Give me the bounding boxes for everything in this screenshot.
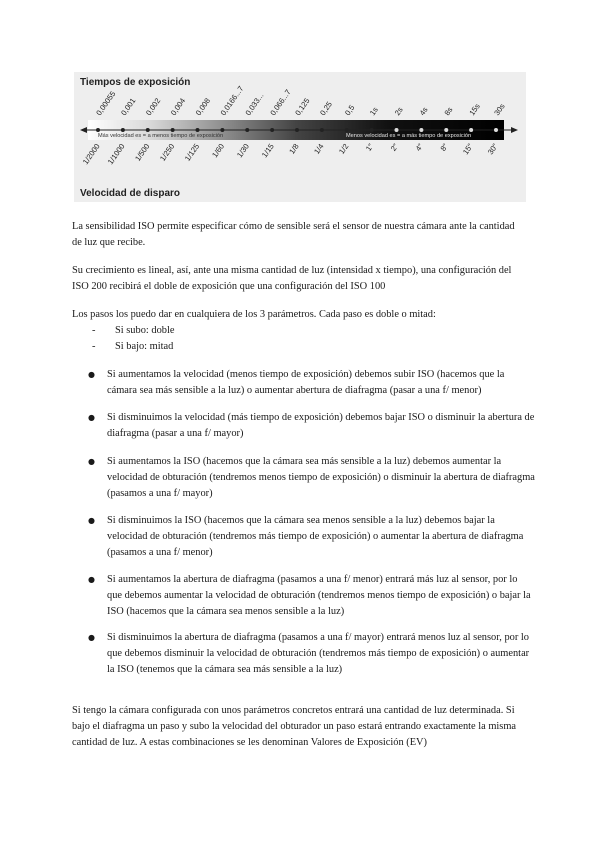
figure-title-top: Tiempos de exposición [80,77,191,88]
band-label-left: Más velocidad es = a menos tiempo de exposición [98,133,224,139]
exposure-time-label: 0,0166...7 [218,84,246,118]
axis-marker [270,128,274,132]
axis-marker [196,128,200,132]
exposure-time-labels [94,84,507,117]
exposure-time-label: 0,001 [119,96,138,118]
bullet-text: Si aumentamos la ISO (hacemos que la cámara sea más sensible a la luz) debemos aumentar la velocidad de obturación (tendremos menos tiempo de exposición) o disminuir la abertura de diafragma (pasamos a una f/ mayor) [107,456,535,499]
dash-item-text: Si subo: doble [115,325,175,336]
exposure-time-label: 0,004 [168,96,188,118]
axis-marker [96,128,100,132]
shutter-speed-label: 1/1000 [105,141,127,167]
figure-title-bottom: Velocidad de disparo [80,188,181,199]
exposure-time-label: 8s [442,105,455,118]
exposure-time-label: 0,5 [343,103,357,118]
exposure-time-label: 0,002 [144,96,163,118]
exposure-time-label: 0,066...7 [268,87,293,118]
dash-marker: - [92,325,96,336]
band-label-right: Menos velocidad es = a más tiempo de exposición [346,133,472,139]
bullet-marker: ● [88,633,95,642]
axis-arrow-right [511,127,518,133]
exposure-time-label: 0,25 [318,99,334,118]
axis-marker [370,128,374,132]
shutter-speed-label: 1/4 [312,141,326,156]
axis-marker [469,128,473,132]
exposure-time-label: 1s [367,105,380,118]
dash-item-text: Si bajo: mitad [115,341,174,352]
shutter-speed-label: 1/500 [133,141,152,163]
shutter-speed-label: 1/2000 [80,141,102,167]
shutter-speed-label: 1/8 [287,141,301,156]
bullet-marker: ● [88,457,95,466]
exposure-time-label: 15s [467,101,482,118]
exposure-time-label: 2s [392,105,405,118]
shutter-speed-labels [81,142,500,166]
shutter-speed-label: 8" [438,141,450,153]
axis-arrow-left [80,127,87,133]
bullet-text: Si disminuimos la abertura de diafragma (pasamos a una f/ mayor) entrará menos luz al sensor, por lo que debemos disminuir la velocidad de obturación (tendremos más tiempo de exposición) o aumentar la ISO (tenemos que la cámara sea más sensible a la luz) [107,632,530,675]
axis-marker [395,128,399,132]
exposure-scale-graphic [74,72,526,202]
shutter-speed-label: 1/30 [235,141,251,160]
exposure-time-label: 0,125 [293,96,312,118]
shutter-speed-label: 4" [413,141,426,153]
bullet-marker: ● [88,413,95,422]
exposure-time-label: 0,00055 [94,89,118,118]
bullet-text: Si aumentamos la abertura de diafragma (pasamos a una f/ menor) entrará más luz al sensor, por lo que debemos aumentar la velocidad de obturación (tendremos menos tiempo de exposición) o bajar la ISO (hacemos que la cámara sea menos sensible a la luz) [107,574,531,617]
shutter-speed-label: 2" [388,141,401,153]
bullet-marker: ● [88,575,95,584]
bullet-text: Si aumentamos la velocidad (menos tiempo de exposición) debemos subir ISO (hacemos que la cámara sea más sensible a la luz) o aumentar abertura de diafragma (pasar a una f/ menor) [107,369,505,396]
axis-marker [345,128,349,132]
bullet-text: Si disminuimos la ISO (hacemos que la cámara sea menos sensible a la luz) debemos bajar la velocidad de obturación (tendremos más tiempo de exposición) o aumentar la abertura de diafragma (pasamos a una f/ menor) [107,515,524,558]
paragraph-exposure-values: Si tengo la cámara configurada con unos parámetros concretos entrará una cantidad de luz determinada. Si bajo el diafragma un paso y subo la velocidad del obturador un paso estará entrando exactamente la misma cantidad de luz. A estas combinaciones se les denominan Valores de Exposición (EV) [72,705,517,748]
exposure-time-label: 0,008 [193,96,213,118]
shutter-speed-label: 1" [363,141,376,153]
paragraph-steps: Los pasos los puedo dar en cualquiera de los 3 parámetros. Cada paso es doble o mitad: [72,309,436,320]
bullet-marker: ● [88,370,95,379]
shutter-speed-label: 1/15 [259,141,276,160]
axis-marker [146,128,150,132]
axis-marker [320,128,324,132]
axis-marker [220,128,224,132]
exposure-time-label: 30s [492,101,507,118]
axis-marker [245,128,249,132]
bullet-marker: ● [88,516,95,525]
paragraph-iso-growth: Su crecimiento es lineal, así, ante una misma cantidad de luz (intensidad x tiempo), una configuración del ISO 200 recibirá el doble de exposición que una configuración del ISO 100 [72,265,512,292]
axis-marker [419,128,423,132]
shutter-speed-label: 30" [485,141,500,157]
axis-marker [171,128,175,132]
dash-marker: - [92,341,96,352]
shutter-speed-label: 1/250 [157,141,177,163]
shutter-speed-label: 1/60 [210,141,227,160]
exposure-time-label: 0,033... [243,91,266,118]
axis-marker [295,128,299,132]
shutter-speed-label: 1/2 [336,141,351,156]
shutter-speed-label: 1/125 [182,141,202,163]
shutter-speed-label: 15" [460,141,475,157]
bullet-text: Si disminuimos la velocidad (más tiempo de exposición) debemos bajar ISO o disminuir la abertura de diafragma (pasar a una f/ mayor) [107,412,535,439]
exposure-time-label: 4s [417,105,430,118]
axis-marker [494,128,498,132]
axis-marker [121,128,125,132]
axis-marker [444,128,448,132]
paragraph-iso-definition: La sensibilidad ISO permite especificar cómo de sensible será el sensor de nuestra cámara ante la cantidad de luz que recibe. [72,221,515,248]
exposure-scale-figure [74,72,526,202]
